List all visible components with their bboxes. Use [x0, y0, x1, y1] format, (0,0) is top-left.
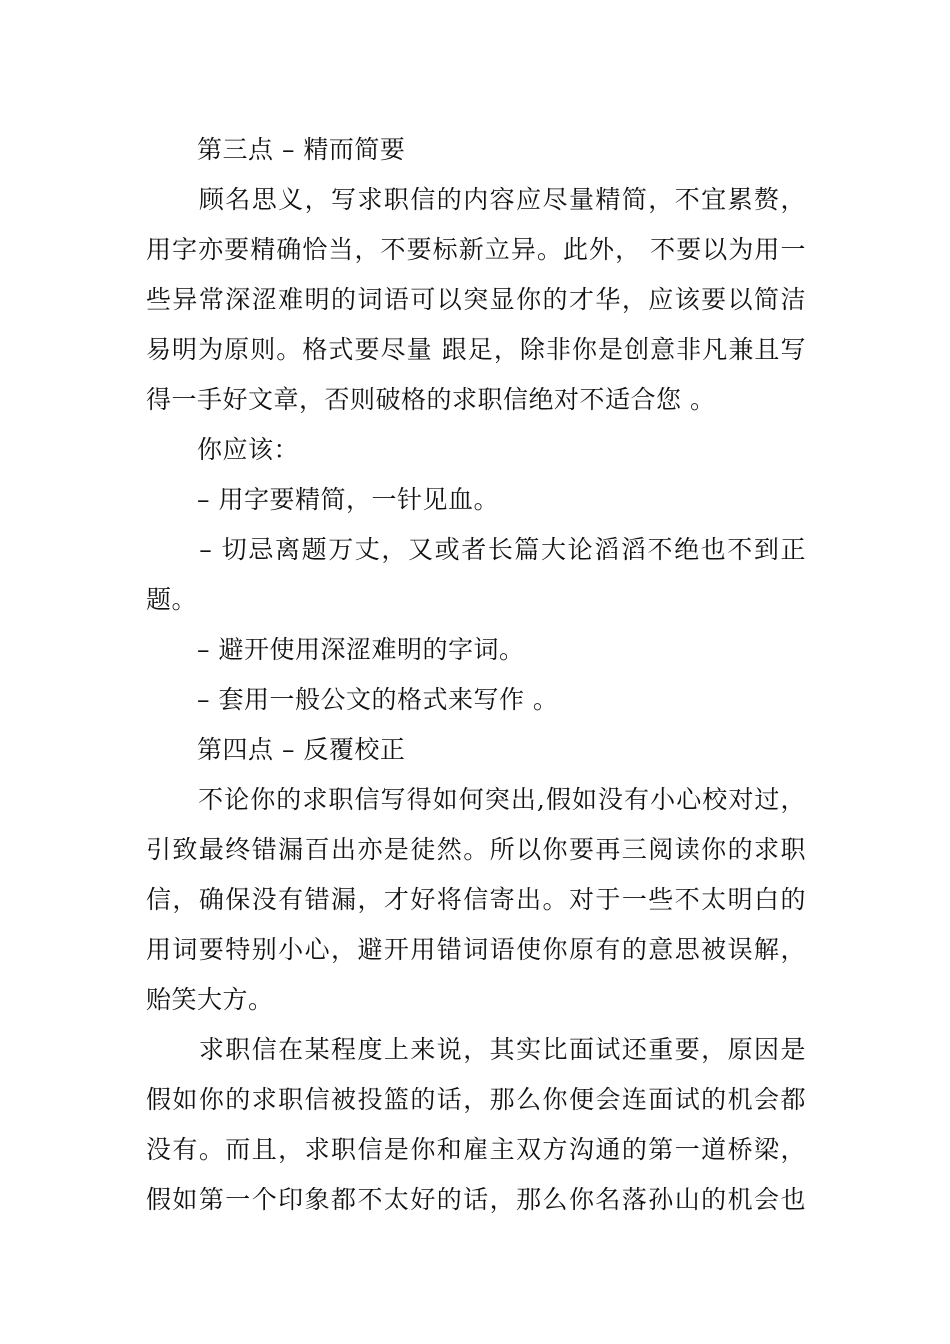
paragraph-line: 没有。而且，求职信是你和雇主双方沟通的第一道桥梁， — [146, 1135, 806, 1164]
heading-point-three: 第三点 – 精而简要 — [146, 135, 406, 164]
paragraph-line: 用字亦要精确恰当，不要标新立异。此外， 不要以为用一 — [146, 235, 806, 264]
paragraph-line: 贻笑大方。 — [146, 985, 274, 1014]
paragraph-line: 假如你的求职信被投篮的话，那么你便会连面试的机会都 — [146, 1085, 806, 1114]
paragraph-line: 得一手好文章，否则破格的求职信绝对不适合您 。 — [146, 385, 716, 414]
list-item: – 用字要精简，一针见血。 — [146, 485, 499, 514]
paragraph-line: 用词要特别小心，避开用错词语使你原有的意思被误解， — [146, 935, 806, 964]
list-item: – 避开使用深涩难明的字词。 — [146, 635, 525, 664]
paragraph-line: 假如第一个印象都不太好的话，那么你名落孙山的机会也 — [146, 1185, 806, 1214]
paragraph-line: 求职信在某程度上来说，其实比面试还重要，原因是 — [146, 1035, 806, 1064]
paragraph-line: 顾名思义，写求职信的内容应尽量精简，不宜累赘， — [146, 185, 806, 214]
paragraph-line: 你应该： — [146, 435, 300, 464]
paragraph-line: 引致最终错漏百出亦是徒然。所以你要再三阅读你的求职 — [146, 835, 806, 864]
paragraph-line: 易明为原则。格式要尽量 跟足，除非你是创意非凡兼且写 — [146, 335, 806, 364]
list-item: – 切忌离题万丈，又或者长篇大论滔滔不绝也不到正 — [146, 535, 806, 564]
list-item: 题。 — [146, 585, 198, 614]
paragraph-line: 信，确保没有错漏，才好将信寄出。对于一些不太明白的 — [146, 885, 806, 914]
paragraph-line: 不论你的求职信写得如何突出,假如没有小心校对过， — [146, 785, 806, 814]
list-item: – 套用一般公文的格式来写作 。 — [146, 685, 559, 714]
heading-point-four: 第四点 – 反覆校正 — [146, 735, 406, 764]
paragraph-line: 些异常深涩难明的词语可以突显你的才华，应该要以简洁 — [146, 285, 806, 314]
